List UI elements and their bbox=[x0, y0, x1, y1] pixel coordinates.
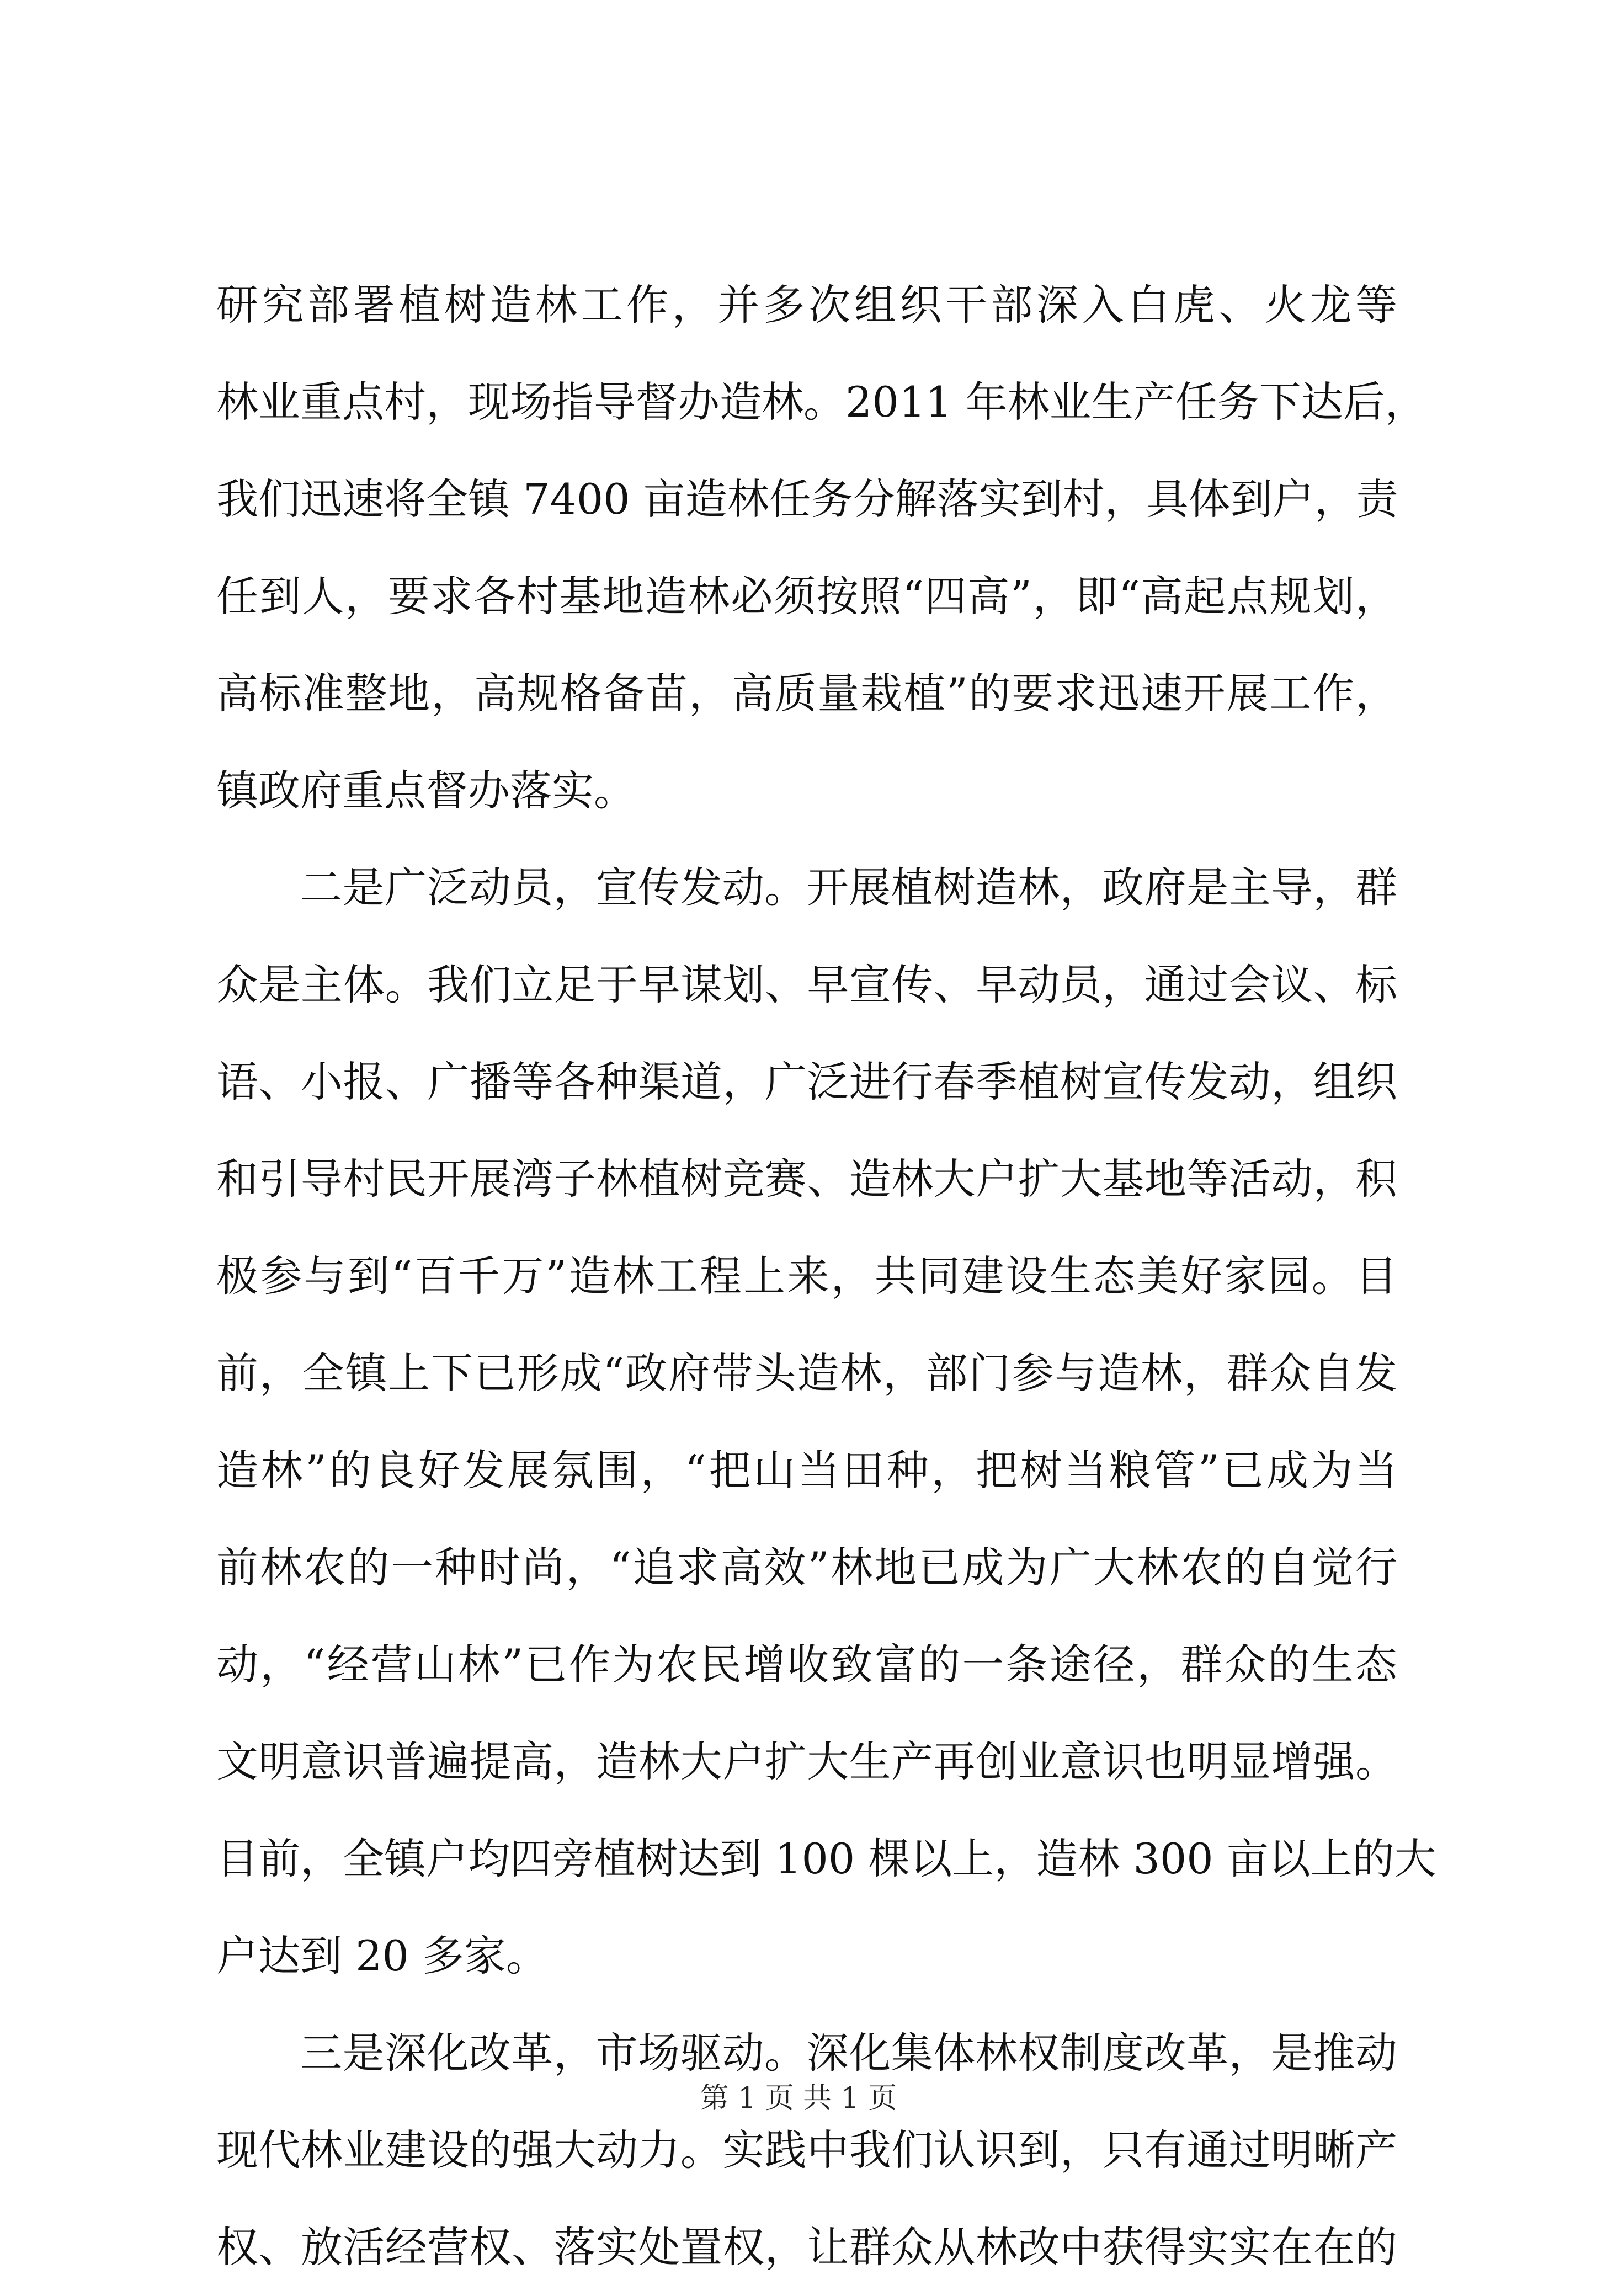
text-line: 户达到 20 多家。 bbox=[216, 1931, 549, 1980]
page-number-footer: 第 1 页 共 1 页 bbox=[700, 2082, 897, 2115]
paragraph-start-line: 二是广泛动员，宣传发动。开展植树造林，政府是主导，群 bbox=[300, 863, 1397, 912]
text-line: 造林”的良好发展氛围，“把山当田种，把树当粮管”已成为当 bbox=[216, 1446, 1397, 1495]
text-line: 镇政府重点督办落实。 bbox=[216, 766, 636, 815]
text-line: 任到人，要求各村基地造林必须按照“四高”，即“高起点规划， bbox=[216, 572, 1397, 621]
text-line: 和引导村民开展湾子林植树竞赛、造林大户扩大基地等活动，积 bbox=[216, 1154, 1397, 1203]
text-line: 林业重点村，现场指导督办造林。2011 年林业生产任务下达后， bbox=[216, 377, 1427, 427]
text-line: 现代林业建设的强大动力。实践中我们认识到，只有通过明晰产 bbox=[216, 2125, 1397, 2175]
text-line: 前，全镇上下已形成“政府带头造林，部门参与造林，群众自发 bbox=[216, 1349, 1397, 1398]
text-line: 文明意识普遍提高，造林大户扩大生产再创业意识也明显增强。 bbox=[216, 1737, 1397, 1786]
text-line: 权、放活经营权、落实处置权，让群众从林改中获得实实在在的 bbox=[216, 2223, 1397, 2272]
text-line: 众是主体。我们立足于早谋划、早宣传、早动员，通过会议、标 bbox=[216, 960, 1397, 1009]
text-line: 前林农的一种时尚，“追求高效”林地已成为广大林农的自觉行 bbox=[216, 1543, 1397, 1592]
text-line: 极参与到“百千万”造林工程上来，共同建设生态美好家园。目 bbox=[216, 1251, 1397, 1301]
text-line: 研究部署植树造林工作，并多次组织干部深入白虎、火龙等 bbox=[216, 280, 1397, 329]
text-line: 我们迅速将全镇 7400 亩造林任务分解落实到村，具体到户，责 bbox=[216, 475, 1398, 524]
document-body bbox=[216, 257, 1436, 2296]
text-line: 语、小报、广播等各种渠道，广泛进行春季植树宣传发动，组织 bbox=[216, 1057, 1397, 1106]
text-line: 高标准整地，高规格备苗，高质量栽植”的要求迅速开展工作， bbox=[216, 669, 1397, 718]
paragraph-start-line: 三是深化改革，市场驱动。深化集体林权制度改革，是推动 bbox=[300, 2028, 1397, 2077]
text-line: 目前，全镇户均四旁植树达到 100 棵以上，造林 300 亩以上的大 bbox=[216, 1834, 1436, 1883]
text-line: 动，“经营山林”已作为农民增收致富的一条途径，群众的生态 bbox=[216, 1640, 1397, 1689]
